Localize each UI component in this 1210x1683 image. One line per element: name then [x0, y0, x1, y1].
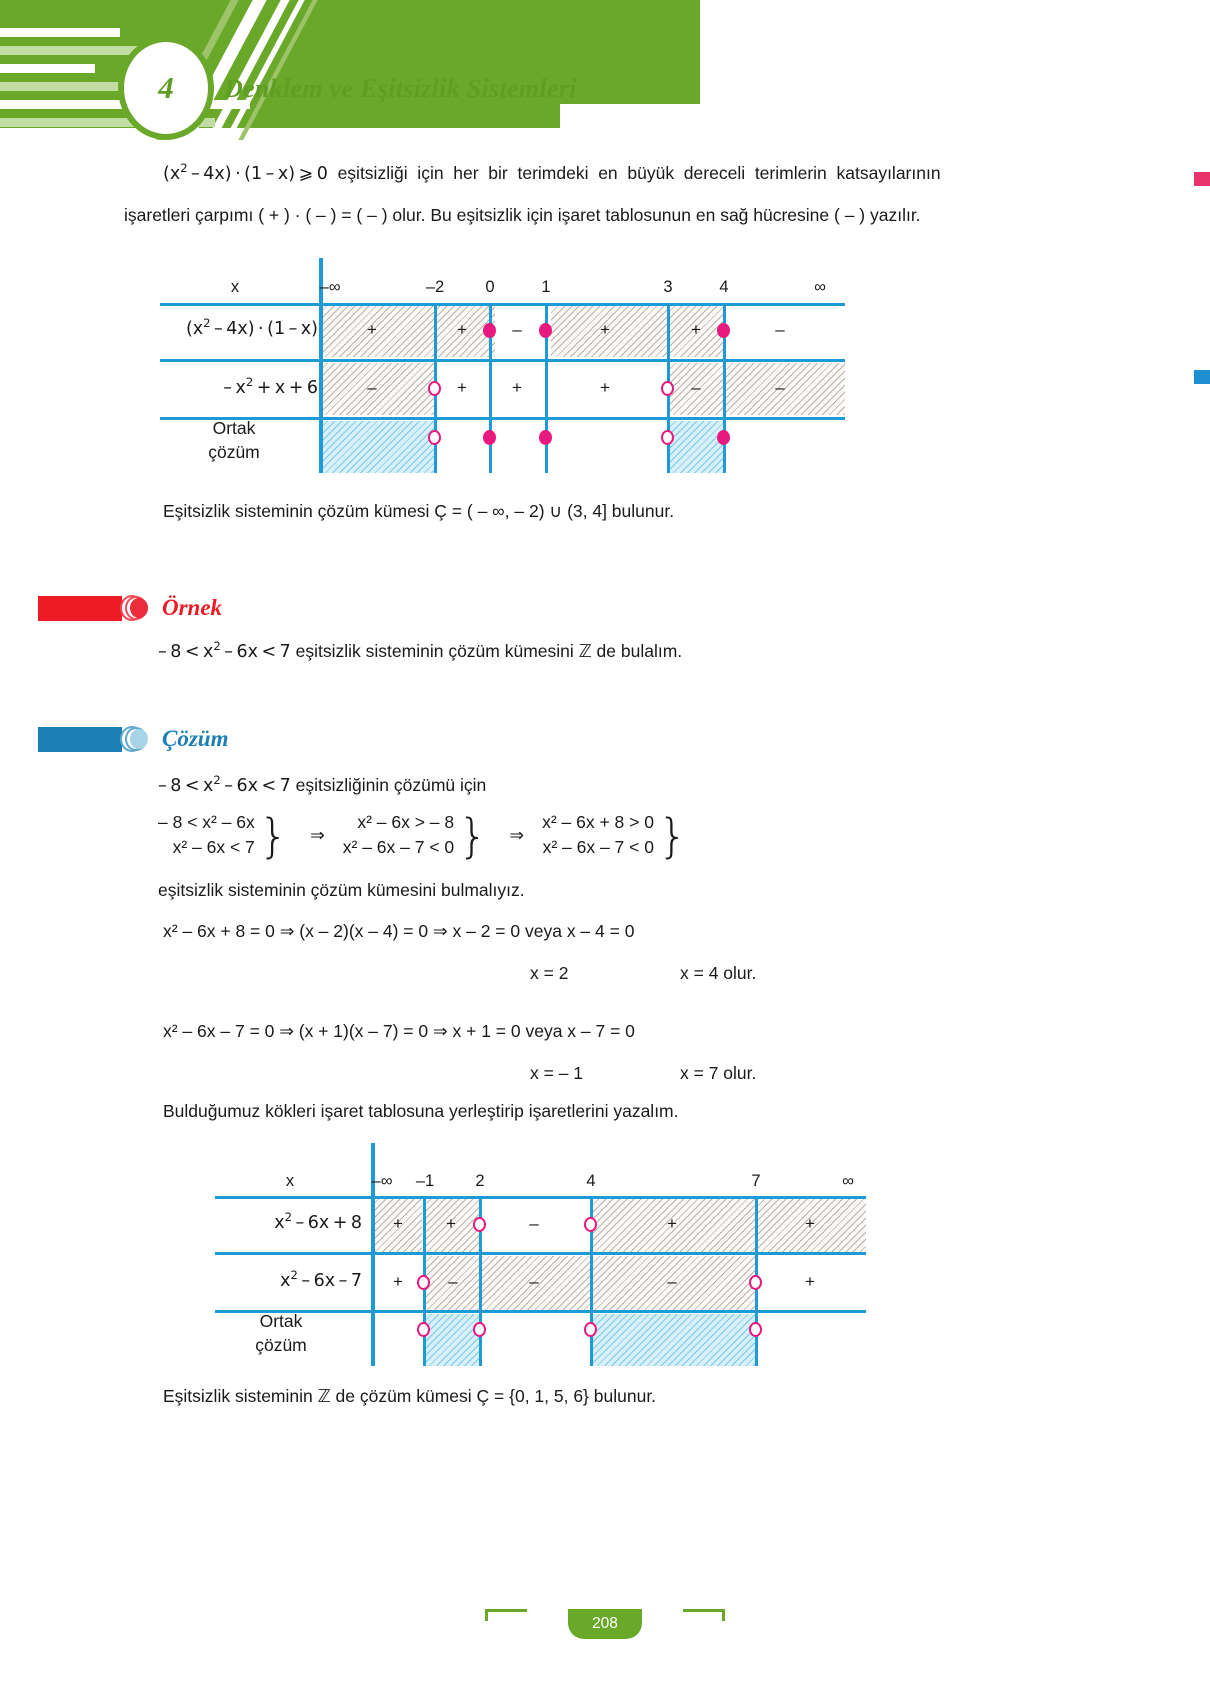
- header-rule: [0, 64, 95, 73]
- table2-row-1-sign-4: +: [805, 1272, 815, 1291]
- factor-2-root-b: x = 7 olur.: [680, 1063, 757, 1083]
- table1-tick-1: –2: [425, 278, 445, 296]
- footer-hook-left: [485, 1609, 488, 1621]
- system-group-2-top: x² – 6x > – 8: [357, 812, 455, 832]
- table2-row-2-open-point-0: [417, 1322, 430, 1337]
- cozum-line-1: – $8 < x^2 - 6x < 7$ eşitsizliğinin çözümü için: [158, 773, 487, 796]
- margin-mark-blue: [1194, 370, 1210, 384]
- table2-row-0-sign-0: +: [393, 1214, 403, 1233]
- table1-row-0-closed-point-0: [483, 323, 496, 338]
- table2-row-1-sign-1: –: [448, 1272, 458, 1291]
- table1-row-0-sign-3: +: [600, 320, 610, 339]
- table2-solution-band: [592, 1314, 756, 1366]
- table2-row-0-sign-4: +: [805, 1214, 815, 1233]
- system-group-3-bottom: x² – 6x – 7 < 0: [542, 837, 654, 857]
- cozum-line-2: eşitsizlik sisteminin çözüm kümesini bulmalıyız.: [158, 880, 525, 900]
- page-number: 208: [568, 1609, 642, 1639]
- table2-row-2-label-line2: çözüm: [255, 1335, 307, 1355]
- cozum-badge-label: Çözüm: [162, 726, 229, 751]
- table2-rule: [215, 1252, 866, 1255]
- table1-row-2-open-point-1: [661, 430, 674, 445]
- table2-row-0-sign-2: –: [529, 1214, 539, 1233]
- table1-row-0-label: $(x^2 - 4x) \cdot (1 - x)$: [185, 316, 318, 339]
- system-group-1-top: – 8 < x² – 6x: [158, 812, 255, 832]
- table2-tick-2: 2: [475, 1172, 485, 1190]
- table2-row-1-sign-3: –: [667, 1272, 677, 1291]
- table1-row-0-sign-4: +: [691, 320, 701, 339]
- table2-corner-label: x: [285, 1172, 295, 1190]
- footer-rule-left: [485, 1609, 527, 1612]
- table2-tick-4: 7: [751, 1172, 761, 1190]
- ornek-badge: [38, 595, 222, 621]
- table1-rule: [160, 359, 845, 362]
- table2-row-2-open-point-3: [749, 1322, 762, 1337]
- table1-row-1-sign-2: +: [512, 378, 522, 397]
- table1-row-0-sign-5: –: [775, 320, 785, 339]
- result-line-1: Eşitsizlik sisteminin çözüm kümesi Ç = ( – ∞, – 2) ∪ (3, 4] bulunur.: [163, 501, 675, 521]
- table1-corner-label: x: [230, 278, 240, 296]
- table1-row-2-closed-point-0: [483, 430, 496, 445]
- table1-row-2-closed-point-1: [539, 430, 552, 445]
- table2-rule: [215, 1196, 866, 1199]
- table2-solution-band: [424, 1314, 480, 1366]
- table2-row-0-sign-3: +: [667, 1214, 677, 1233]
- system-group-3-top: x² – 6x + 8 > 0: [542, 812, 654, 832]
- table2-tick-5: ∞: [842, 1172, 854, 1190]
- ornek-text: – $8 < x^2 - 6x < 7$ eşitsizlik sisteminin çözüm kümesini ℤ de bulalım.: [158, 639, 683, 662]
- ornek-badge-bar: [38, 596, 122, 621]
- table1-row-2-label-line2: çözüm: [208, 442, 260, 462]
- factor-2-root-a: x = – 1: [530, 1063, 584, 1083]
- table1-row-0-closed-point-1: [539, 323, 552, 338]
- table2-row-0-sign-1: +: [446, 1214, 456, 1233]
- system-arrow-2: ⇒: [509, 824, 525, 845]
- footer-hook-right: [722, 1609, 725, 1621]
- table1-tick-6: ∞: [814, 278, 826, 296]
- table1-row-1-open-point-1: [661, 381, 674, 396]
- ornek-badge-label: Örnek: [162, 595, 223, 620]
- table2-row-2-label-line1: Ortak: [259, 1311, 303, 1331]
- cozum-line-3: Bulduğumuz kökleri işaret tablosuna yerleştirip işaretlerini yazalım.: [163, 1101, 679, 1121]
- table2-row-0-open-point-0: [473, 1217, 486, 1232]
- margin-mark-pink: [1194, 172, 1210, 186]
- table1-solution-band: [320, 421, 435, 473]
- table2-row-1-open-point-1: [749, 1275, 762, 1290]
- factor-1-root-b: x = 4 olur.: [680, 963, 757, 983]
- table1-row-1-sign-3: +: [600, 378, 610, 397]
- table2-tick-1: –1: [415, 1172, 435, 1190]
- table2-tick-3: 4: [586, 1172, 596, 1190]
- table2-row-1-sign-0: +: [393, 1272, 403, 1291]
- intro-line-2: işaretleri çarpımı ( + ) · ( – ) = ( – ) olur. Bu eşitsizlik için işaret tablosunun en sağ hücresine ( – ) yazılır.: [124, 205, 921, 225]
- footer-rule-right: [683, 1609, 725, 1612]
- system-group-1-bottom: x² – 6x < 7: [172, 837, 255, 857]
- table1-tick-5: 4: [719, 278, 729, 296]
- table1-row-0-sign-1: +: [457, 320, 467, 339]
- table1-rule: [160, 303, 845, 306]
- ornek-badge-rings: [120, 594, 160, 622]
- chapter-number: 4: [158, 70, 174, 105]
- table1-tick-3: 1: [541, 278, 551, 296]
- table2-row-1-sign-2: –: [529, 1272, 539, 1291]
- chapter-title: Denklem ve Eşitsizlik Sistemleri: [224, 74, 577, 103]
- table2-tick-0: –∞: [371, 1172, 393, 1190]
- cozum-badge-rings: [120, 725, 160, 753]
- table2-row-0-label: $x^2 - 6x + 8$: [274, 1210, 362, 1233]
- table2-row-0-open-point-1: [584, 1217, 597, 1232]
- table1-row-0-closed-point-2: [717, 323, 730, 338]
- table1-tick-0: –∞: [319, 278, 341, 296]
- inequality-system: – 8 < x² – 6x } ⇒ x² – 6x > – 8 } ⇒ x² – 6x + 8 > 0 } x² – 6x < 7 x² – 6x – 7 < 0 x² – 6x – 7 < 0: [158, 808, 688, 863]
- table1-row-1-sign-0: –: [367, 378, 377, 397]
- header-rule: [0, 28, 120, 37]
- table2-row-2-open-point-1: [473, 1322, 486, 1337]
- table1-row-1-open-point-0: [428, 381, 441, 396]
- table1-row-2-closed-point-2: [717, 430, 730, 445]
- table1-row-0-sign-0: +: [367, 320, 377, 339]
- result-line-2: Eşitsizlik sisteminin ℤ de çözüm kümesi Ç = {0, 1, 5, 6} bulunur.: [163, 1386, 657, 1406]
- table2-row-1-label: $x^2 - 6x - 7$: [280, 1268, 362, 1291]
- table2-row-1-open-point-0: [417, 1275, 430, 1290]
- cozum-badge: [38, 726, 228, 752]
- table1-row-2-open-point-0: [428, 430, 441, 445]
- factor-line-1: x² – 6x + 8 = 0 ⇒ (x – 2)(x – 4) = 0 ⇒ x – 2 = 0 veya x – 4 = 0: [163, 921, 635, 941]
- factor-1-root-a: x = 2: [530, 963, 569, 983]
- table1-tick-2: 0: [485, 278, 495, 296]
- page-header-banner: [0, 0, 1210, 146]
- cozum-badge-bar: [38, 727, 122, 752]
- system-arrow-1: ⇒: [310, 824, 325, 845]
- table1-row-1-sign-4: –: [691, 378, 701, 397]
- page-footer: [0, 1609, 1210, 1653]
- table1-tick-4: 3: [663, 278, 673, 296]
- factor-line-2: x² – 6x – 7 = 0 ⇒ (x + 1)(x – 7) = 0 ⇒ x + 1 = 0 veya x – 7 = 0: [163, 1021, 635, 1041]
- table1-row-2-label-line1: Ortak: [212, 418, 256, 438]
- table1-row-1-sign-5: –: [775, 378, 785, 397]
- table1-row-0-sign-2: –: [512, 320, 522, 339]
- system-group-2-bottom: x² – 6x – 7 < 0: [342, 837, 455, 857]
- table1-row-1-label: – $x^2 + x + 6$: [223, 375, 318, 398]
- table2-row-2-open-point-2: [584, 1322, 597, 1337]
- intro-line-1: $(x^2 - 4x) \cdot (1 - x)$ ⩾ 0 eşitsizliği için her bir terimdeki en büyük dereceli terimlerin katsayılarının: [163, 161, 941, 184]
- table1-solution-band: [668, 421, 725, 473]
- table1-row-1-sign-1: +: [457, 378, 467, 397]
